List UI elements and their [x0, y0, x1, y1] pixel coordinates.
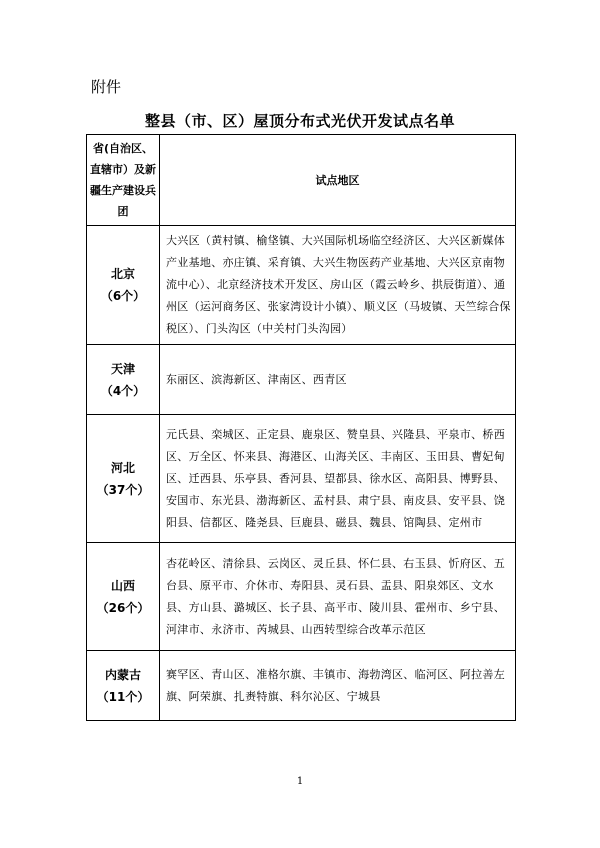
province-count: （11个）	[96, 689, 150, 704]
province-count: （4个）	[100, 383, 146, 398]
page-number: 1	[296, 776, 304, 787]
province-name: 河北	[110, 460, 135, 475]
table-row-tianjin	[87, 345, 516, 415]
province-cell	[87, 226, 160, 345]
document-title: 整县（市、区）屋顶分布式光伏开发试点名单	[144, 112, 455, 130]
area-list: 赛罕区、青山区、准格尔旗、丰镇市、海勃湾区、临河区、阿拉善左旗、阿荣旗、扎赉特旗、科尔沁区、宁城县	[160, 651, 516, 721]
province-count: （6个）	[100, 289, 146, 303]
table-row-beijing	[87, 226, 516, 345]
province-cell	[87, 651, 160, 721]
header-area: 试点地区	[160, 135, 516, 226]
table-row-neimenggu	[87, 651, 516, 721]
province-count: （37个）	[96, 482, 150, 497]
area-list: 大兴区（黄村镇、榆垡镇、大兴国际机场临空经济区、大兴区新媒体产业基地、亦庄镇、采育镇、大兴生物医药产业基地、大兴区京南物流中心）、北京经济技术开发区、房山区（霞云岭乡、拱辰街道）、通州区（运河商务区、张家湾设计小镇）、顺义区（马坡镇、天竺综合保税区）、门头沟区（中关村门头沟园）	[160, 226, 516, 345]
province-cell	[87, 345, 160, 415]
header-province: 省(自治区、直辖市）及新疆生产建设兵团	[87, 135, 160, 226]
area-list: 元氏县、栾城区、正定县、鹿泉区、赞皇县、兴隆县、平泉市、桥西区、万全区、怀来县、海港区、山海关区、丰南区、玉田县、曹妃甸区、迁西县、乐亭县、香河县、望都县、徐水区、高阳县、博野县、安国市、东光县、渤海新区、孟村县、肃宁县、南皮县、安平县、饶阳县、信都区、隆尧县、巨鹿县、磁县、魏县、馆陶县、定州市	[160, 415, 516, 543]
attachment-label: 附件	[91, 78, 122, 96]
area-list: 杏花岭区、清徐县、云岗区、灵丘县、怀仁县、右玉县、忻府区、五台县、原平市、介休市、寿阳县、灵石县、盂县、阳泉郊区、文水县、方山县、潞城区、长子县、高平市、陵川县、霍州市、乡宁县、河津市、永济市、芮城县、山西转型综合改革示范区	[160, 543, 516, 651]
table-header-row	[87, 135, 516, 226]
pilot-list-table	[86, 134, 516, 721]
province-cell	[87, 543, 160, 651]
province-name: 山西	[110, 578, 135, 593]
province-count: （26个）	[96, 600, 150, 615]
table-row-hebei	[87, 415, 516, 543]
table-row-shanxi	[87, 543, 516, 651]
province-name: 内蒙古	[104, 667, 141, 682]
province-cell	[87, 415, 160, 543]
province-name: 北京	[110, 267, 135, 281]
province-name: 天津	[110, 361, 135, 376]
area-list: 东丽区、滨海新区、津南区、西青区	[160, 345, 516, 415]
